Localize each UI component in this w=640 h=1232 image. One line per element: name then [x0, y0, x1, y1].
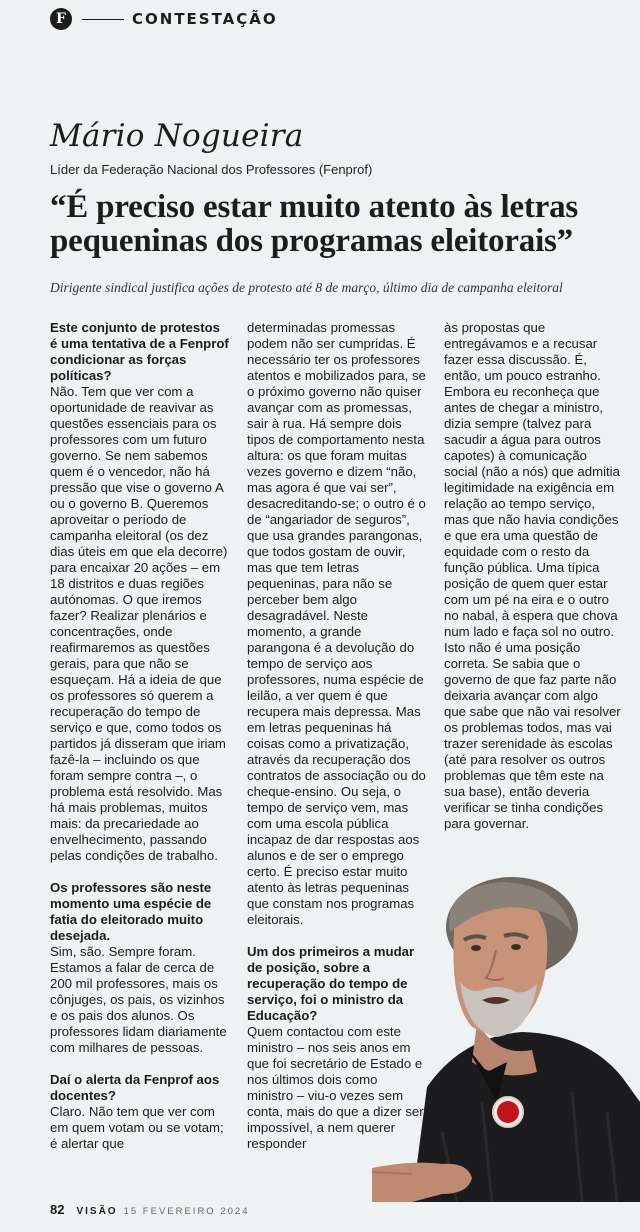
text-column-1: [50, 320, 230, 1152]
answer: Não. Tem que ver com a oportunidade de reavivar as questões essenciais para os professores com um futuro governo. Se nem sabemos quem é o vencedor, não há pressão que vise o governo A ou o governo B. Queremos aproveitar o período de campanha eleitoral (os dez dias úteis em que ela decorre) para encaixar 20 ações – em 18 distritos e duas regiões autónomas. O que iremos fazer? Realizar plenários e concentrações, onde reafirmaremos as questões gerais, para que não se esqueçam. Há a ideia de que os professores só querem a recuperação do tempo de serviço e que, como todos os partidos já disseram que iriam fazê-la – incluindo os que foram sempre contra –, o problema está resolvido. Mas há mais problemas, muitos mais: da precariedade ao envelhecimento, passando pelas condições de trabalho.: [50, 384, 228, 863]
header-rule: [82, 19, 124, 20]
question: Este conjunto de protestos é uma tentativa de a Fenprof condicionar as forças políticas?: [50, 320, 229, 383]
section-name: CONTESTAÇÃO: [132, 10, 278, 28]
question: Daí o alerta da Fenprof aos docentes?: [50, 1072, 220, 1103]
page-number: 82: [50, 1202, 65, 1217]
author-name: Mário Nogueira: [50, 118, 304, 154]
section-header: [50, 8, 278, 30]
portrait-illustration: [372, 872, 640, 1202]
question: Um dos primeiros a mudar de posição, sobre a recuperação do tempo de serviço, foi o ministro da Educação?: [247, 944, 415, 1023]
standfirst: Dirigente sindical justifica ações de protesto até 8 de março, último dia de campanha eleitoral: [50, 280, 563, 295]
question: Os professores são neste momento uma espécie de fatia do eleitorado muito desejada.: [50, 880, 212, 943]
magazine-logo-icon: F: [50, 8, 72, 30]
answer: às propostas que entregávamos e a recusar fazer essa discussão. É, então, um pouco estranho. Embora eu reconheça que antes de chegar a ministro, dizia sempre (talvez para sacudir a água para outros capotes) à comunicação social (não a nós) que admitia legitimidade na exigência em relação ao tempo serviço, mas que não havia condições e que era uma questão de equidade com o resto da função pública. Uma típica posição de quem quer estar com um pé na eira e o outro no nabal, à espera que chova num lado e faça sol no outro. Isto não é uma posição correta. Se sabia que o governo de que faz parte não deixaria avançar com algo que sabe que não vai resolver os problemas todos, mas vai trazer serenidade às escolas (até para resolver os outros problemas que têm este na sua base), então deveria verificar se tinha condições para governar.: [444, 320, 621, 831]
answer: Claro. Não tem que ver com em quem votam ou se votam; é alertar que: [50, 1104, 224, 1151]
page-footer: [50, 1202, 249, 1217]
text-column-3: [444, 320, 622, 832]
answer: Quem contactou com este ministro – nos seis anos em que foi secretário de Estado e nos últimos dois como ministro – viu-o vezes sem conta, mais do que a dizer ser impossível, a nem querer responder: [247, 1024, 424, 1151]
headline: “É preciso estar muito atento às letras pequeninas dos programas eleitorais”: [50, 189, 579, 259]
answer: Sim, são. Sempre foram. Estamos a falar de cerca de 200 mil professores, mais os cônjuges, os pais, os vizinhos e os pais dos alunos. Os professores lidam diariamente com milhares de pessoas.: [50, 944, 227, 1055]
issue-date: 15 FEVEREIRO 2024: [123, 1206, 250, 1217]
author-role: Líder da Federação Nacional dos Professores (Fenprof): [50, 162, 373, 177]
answer: determinadas promessas podem não ser cumpridas. É necessário ter os professores atentos e mobilizados para, se o próximo governo não quiser avançar com as promessas, sair à rua. Há sempre dois tipos de comportamento nesta altura: os que foram muitas vezes governo e dizem “não, mas agora é que vai ser”, desacreditando-se; o outro é o de “angariador de seguros”, que usa grandes parangonas, que todos gostam de ouvir, mas que tem letras pequeninas, para não se perceber bem algo desagradável. Neste momento, a grande parangona é a devolução do tempo de serviço aos professores, numa espécie de leilão, a ver quem é que recupera mais depressa. Mas em letras pequeninas há coisas como a privatização, através da recuperação dos contratos de associação ou do cheque-ensino. Ou seja, o tempo de serviço vem, mas com uma escola pública incapaz de dar respostas aos alunos e de ser o emprego certo. É preciso estar muito atento às letras pequeninas que constam nos programas eleitorais.: [247, 320, 426, 927]
magazine-name: VISÃO: [76, 1206, 118, 1217]
portrait-photo: [372, 872, 640, 1202]
